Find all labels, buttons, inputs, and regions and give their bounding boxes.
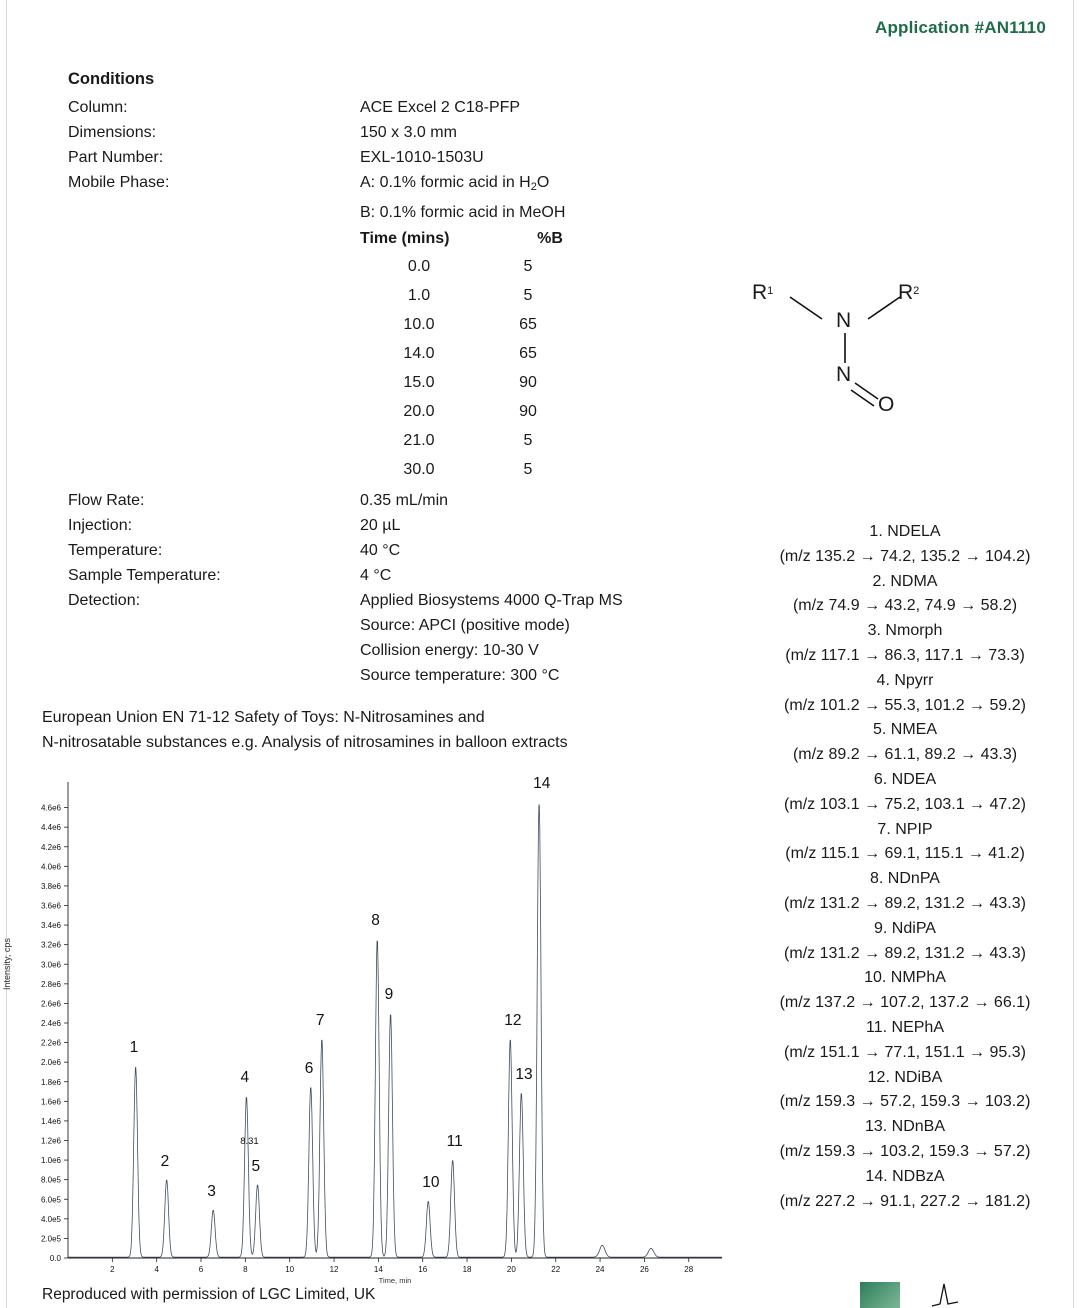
x-axis-tick-label: 14 [373,1265,383,1274]
gradient-time: 20.0 [403,403,435,420]
y-axis-tick-label: 2.0e5 [40,1234,61,1244]
compound-mrm: (m/z 151.1 → 77.1, 151.1 → 95.3) [784,1043,1026,1061]
y-axis-tick-label: 4.2e6 [40,842,61,852]
y-axis-tick-label: 4.0e6 [40,862,61,872]
gradient-percent-b: 90 [519,374,537,391]
compound-name: 6. NDEA [873,770,937,788]
y-axis-tick-label: 4.0e5 [40,1214,61,1224]
value-column: ACE Excel 2 C18-PFP [360,99,521,116]
label-part-number: Part Number: [68,149,164,166]
gradient-table [360,230,578,484]
compound-name: 8. NDnPA [870,870,940,888]
label-detection: Detection: [68,592,141,609]
chromatogram-trace [68,805,722,1257]
peak-label: 8 [371,911,380,929]
gradient-header-time: Time (mins) [360,230,450,247]
mobile-phase-a-tail: O [536,174,550,191]
y-axis-tick-label: 6.0e5 [40,1195,61,1205]
y-axis-tick-label: 2.4e6 [40,1019,61,1028]
peak-label: 5 [251,1157,261,1175]
gradient-time: 15.0 [403,374,435,391]
peak-label: 14 [533,774,551,792]
peak-label: 1 [129,1039,139,1057]
peak-annotation: 8.31 [240,1136,259,1148]
x-axis-title: Time, min [378,1276,412,1285]
compound-mrm: (m/z 159.3 → 57.2, 159.3 → 103.2) [779,1093,1031,1111]
table-row [360,252,578,281]
x-axis-tick-label: 26 [639,1265,649,1274]
compound-name: 4. Npyrr [876,671,934,689]
value-detection-source-temperature: Source temperature: 300 °C [360,667,560,684]
chromatogram-plot [0,760,730,1285]
standard-note [42,705,742,755]
y-axis-tick-label: 2.6e6 [40,999,61,1009]
peak-label: 9 [384,986,394,1004]
gradient-percent-b: 5 [523,432,533,449]
x-axis-tick-label: 6 [198,1265,204,1274]
x-axis-tick-label: 12 [329,1265,339,1274]
peak-label: 10 [422,1174,440,1192]
label-temperature: Temperature: [68,542,163,559]
label-injection: Injection: [68,517,133,534]
compound-mrm: (m/z 74.9 → 43.2, 74.9 → 58.2) [792,597,1018,615]
peak-label: 13 [515,1065,533,1083]
value-injection: 20 µL [360,517,401,534]
atom-r2: $R^2$ [898,281,920,304]
compound-mrm: (m/z 103.1 → 75.2, 103.1 → 47.2) [784,795,1026,813]
brand-logo-mark [860,1282,900,1308]
compound-mrm: (m/z 89.2 → 61.1, 89.2 → 43.3) [792,746,1018,764]
x-axis-tick-label: 16 [418,1265,428,1274]
compound-mrm: (m/z 117.1 → 86.3, 117.1 → 73.3) [785,646,1025,664]
gradient-time: 10.0 [403,316,435,333]
x-axis-tick-label: 24 [595,1265,605,1274]
y-axis-tick-label: 2.2e6 [40,1038,61,1048]
table-row [360,310,578,339]
label-flow-rate: Flow Rate: [68,492,145,509]
compound-mrm: (m/z 115.1 → 69.1, 115.1 → 41.2) [785,845,1025,863]
table-row [360,426,578,455]
gradient-time: 21.0 [403,432,435,449]
gradient-time: 0.0 [407,258,431,275]
y-axis-tick-label: 2.8e6 [40,979,61,989]
compound-mrm: (m/z 131.2 → 89.2, 131.2 → 43.3) [784,944,1026,962]
table-row [360,368,578,397]
compound-mrm: (m/z 135.2 → 74.2, 135.2 → 104.2) [779,547,1031,565]
y-axis-tick-label: 0.0 [49,1254,61,1263]
conditions-label-column-2 [68,488,221,613]
peak-label: 4 [240,1069,250,1087]
y-axis-tick-label: 3.0e6 [40,960,61,970]
value-detection-instrument: Applied Biosystems 4000 Q-Trap MS [360,592,623,609]
compound-mrm: (m/z 227.2 → 91.1, 227.2 → 181.2) [779,1192,1031,1210]
y-axis-tick-label: 4.6e6 [40,803,61,813]
gradient-percent-b: 5 [523,258,533,275]
compound-name: 7. NPIP [877,820,933,838]
peak-label: 2 [160,1152,170,1170]
table-row [360,281,578,310]
gradient-time: 14.0 [403,345,435,362]
peak-label: 3 [207,1183,216,1200]
compound-mrm: (m/z 101.2 → 55.3, 101.2 → 59.2) [784,696,1026,714]
x-axis-tick-label: 22 [551,1265,561,1274]
x-axis-tick-label: 8 [243,1265,248,1274]
compound-name: 11. NEPhA [866,1018,944,1036]
value-detection-source: Source: APCI (positive mode) [360,617,570,634]
gradient-time: 30.0 [403,461,435,478]
chromatogram [0,760,730,1285]
atom-nitrogen-center: N [836,309,852,332]
nitrosamine-structure-diagram [752,275,930,425]
x-axis-tick-label: 4 [154,1265,159,1274]
peak-label: 11 [446,1133,463,1151]
gradient-percent-b: 65 [519,316,537,333]
table-row [360,397,578,426]
atom-oxygen: O [878,393,895,416]
table-row [360,455,578,484]
y-axis-tick-label: 3.6e6 [40,901,61,911]
y-axis-tick-label: 3.2e6 [40,940,61,950]
label-dimensions: Dimensions: [68,124,157,141]
y-axis-tick-label: 2.0e6 [40,1058,61,1068]
x-axis-tick-label: 18 [462,1265,472,1274]
peak-label: 7 [315,1011,325,1029]
compound-name: 12. NDiBA [867,1068,943,1086]
atom-nitrogen-nitroso: N [836,363,852,386]
y-axis-tick-label: 1.4e6 [40,1116,61,1126]
gradient-header-percent-b: %B [537,230,563,247]
y-axis-tick-label: 4.4e6 [40,823,61,833]
label-sample-temperature: Sample Temperature: [68,567,221,584]
gradient-percent-b: 90 [519,403,537,420]
standard-note-line1: European Union EN 71-12 Safety of Toys: N-Nitrosamines and [42,709,485,726]
standard-note-line2: N-nitrosatable substances e.g. Analysis of nitrosamines in balloon extracts [42,734,568,751]
chromatogram-y-axis-label: Intensity, cps [2,938,12,990]
compound-mrm: (m/z 159.3 → 103.2, 159.3 → 57.2) [779,1142,1031,1160]
compound-name: 3. Nmorph [867,622,943,640]
conditions-value-column-2 [360,488,623,688]
label-column: Column: [68,99,128,116]
y-axis-tick-label: 1.0e6 [40,1156,61,1166]
compound-mrm: (m/z 131.2 → 89.2, 131.2 → 43.3) [784,894,1026,912]
atom-r1: $R^1$ [752,281,774,304]
compound-mrm: (m/z 137.2 → 107.2, 137.2 → 66.1) [779,994,1031,1012]
y-axis-tick-label: 1.6e6 [40,1097,61,1107]
gradient-percent-b: 5 [523,461,533,478]
compound-name: 10. NMPhA [864,969,946,987]
compound-name: 14. NDBzA [865,1167,945,1185]
x-axis-tick-label: 20 [506,1265,516,1274]
value-temperature: 40 °C [360,542,401,559]
value-mobile-phase-b: B: 0.1% formic acid in MeOH [360,204,566,221]
x-axis-tick-label: 10 [285,1265,295,1274]
value-detection-collision-energy: Collision energy: 10-30 V [360,642,539,659]
value-part-number: EXL-1010-1503U [360,149,484,166]
conditions-heading: Conditions [68,70,155,88]
peak-logo-icon [930,1278,960,1308]
compound-name: 2. NDMA [872,572,938,590]
peak-label: 12 [504,1011,522,1029]
gradient-percent-b: 5 [523,287,533,304]
gradient-percent-b: 65 [519,345,537,362]
compound-name: 5. NMEA [872,721,937,739]
gradient-time: 1.0 [407,287,431,304]
compound-name: 9. NdiPA [874,919,936,937]
compound-name: 13. NDnBA [864,1118,946,1136]
table-row [360,339,578,368]
mobile-phase-a-text: A: 0.1% formic acid in H [360,174,531,191]
value-flow-rate: 0.35 mL/min [360,492,449,509]
conditions-label-column [68,95,169,195]
value-sample-temperature: 4 °C [360,567,392,584]
y-axis-tick-label: 3.4e6 [40,921,61,931]
x-axis-tick-label: 2 [110,1265,115,1274]
y-axis-tick-label: 3.8e6 [40,881,61,891]
page-rule-right [1073,0,1074,1308]
conditions-value-column [360,95,565,225]
mobile-phase-a-subscript: 2 [530,181,537,193]
compound-name: 1. NDELA [869,523,941,540]
y-axis-tick-label: 1.2e6 [40,1136,61,1146]
y-axis-tick-label: 8.0e5 [40,1175,61,1185]
label-mobile-phase: Mobile Phase: [68,174,170,191]
value-dimensions: 150 x 3.0 mm [360,124,457,141]
peak-label: 6 [304,1059,314,1077]
compound-list [740,520,1070,1214]
y-axis-tick-label: 1.8e6 [40,1077,61,1087]
value-mobile-phase-a [360,170,565,200]
application-number: Application #AN1110 [874,18,1046,37]
x-axis-tick-label: 28 [684,1265,694,1274]
reproduction-notice: Reproduced with permission of LGC Limited, UK [42,1286,376,1303]
